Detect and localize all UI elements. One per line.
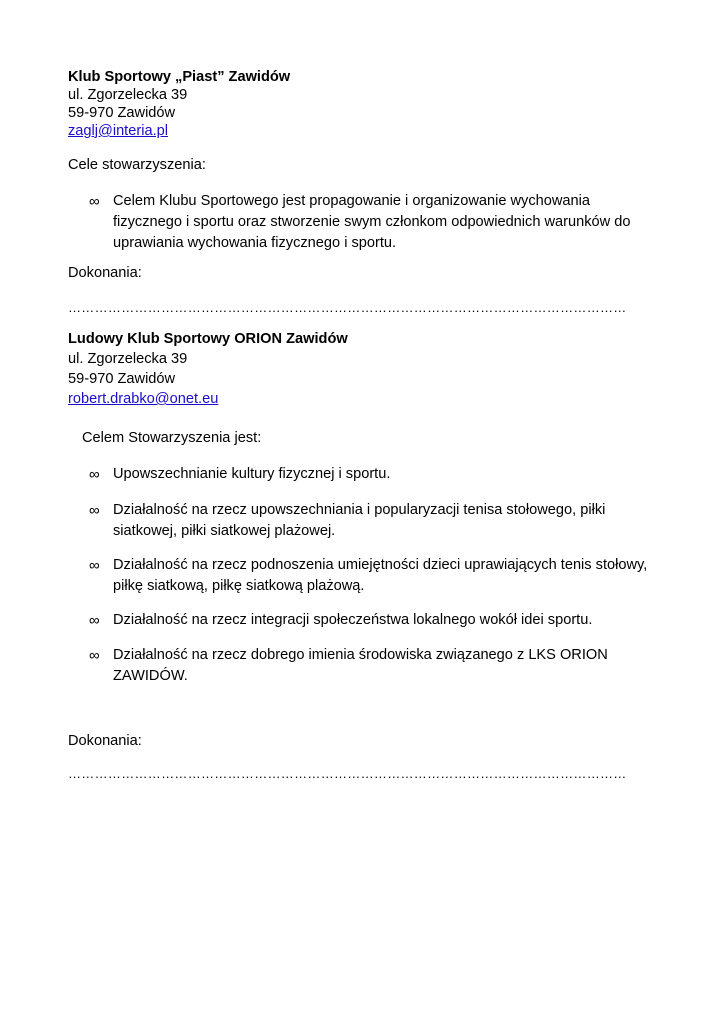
club1-city: 59-970 Zawidów (68, 105, 176, 121)
club1-goals-heading-wrap (68, 156, 668, 174)
infinity-bullet-icon: ∞ (89, 647, 100, 664)
club2-goal-line: Działalność na rzecz upowszechniania i popularyzacji tenisa stołowego, piłki (113, 502, 606, 518)
club2-goal-text (113, 464, 653, 485)
club2-name: Ludowy Klub Sportowy ORION Zawidów (68, 331, 348, 347)
club2-goal-item (89, 610, 669, 632)
infinity-bullet-icon: ∞ (89, 466, 100, 483)
club2-goal-item (89, 500, 669, 544)
club1-dotted-line: ……………………………………………………………………………………………………………… (68, 301, 627, 315)
infinity-bullet-icon: ∞ (89, 557, 100, 574)
club2-goal-text (113, 645, 653, 687)
club2-goal-item (89, 464, 669, 486)
club1-name: Klub Sportowy „Piast” Zawidów (68, 69, 291, 85)
club1-goal-item (89, 191, 669, 255)
club2-goal-line: piłkę siatkową, piłkę siatkową plażową. (113, 578, 365, 594)
club1-email-link[interactable]: zaglj@interia.pl (68, 123, 168, 139)
infinity-bullet-icon: ∞ (89, 502, 100, 519)
club2-goal-item (89, 555, 669, 599)
club1-goal-line: Celem Klubu Sportowego jest propagowanie i organizowanie wychowania (113, 193, 591, 209)
club1-goal-line: fizycznego i sportu oraz stworzenie swym członkom odpowiednich warunków do (113, 214, 631, 230)
club2-achievements-heading: Dokonania: (68, 733, 142, 749)
club2-dotted-line: ……………………………………………………………………………………………………………… (68, 767, 627, 781)
club2-city: 59-970 Zawidów (68, 371, 176, 387)
club2-goal-text (113, 500, 653, 542)
club2-goal-line: ZAWIDÓW. (113, 668, 188, 684)
club2-goal-line: Upowszechnianie kultury fizycznej i sportu. (113, 466, 391, 482)
club2-contact (68, 329, 668, 409)
club1-contact (68, 68, 668, 140)
club2-goal-text (113, 610, 653, 631)
club1-goal-text (113, 191, 653, 254)
club2-goals-heading-wrap (82, 429, 682, 447)
club2-goal-text (113, 555, 653, 597)
club2-street: ul. Zgorzelecka 39 (68, 351, 188, 367)
club2-goals-heading: Celem Stowarzyszenia jest: (82, 430, 262, 446)
club2-goal-line: siatkowej, piłki siatkowej plażowej. (113, 523, 336, 539)
club2-goal-line: Działalność na rzecz integracji społeczeństwa lokalnego wokół idei sportu. (113, 612, 593, 628)
club1-street: ul. Zgorzelecka 39 (68, 87, 188, 103)
club1-goal-line: uprawiania wychowania fizycznego i sportu. (113, 235, 397, 251)
infinity-bullet-icon: ∞ (89, 612, 100, 629)
infinity-bullet-icon: ∞ (89, 193, 100, 210)
club2-goal-line: Działalność na rzecz podnoszenia umiejętności dzieci uprawiających tenis stołowy, (113, 557, 648, 573)
club2-achievements-wrap (68, 732, 668, 750)
club1-achievements-wrap (68, 264, 668, 282)
club1-achievements-heading: Dokonania: (68, 265, 142, 281)
club2-email-link[interactable]: robert.drabko@onet.eu (68, 391, 219, 407)
club2-goal-line: Działalność na rzecz dobrego imienia środowiska związanego z LKS ORION (113, 647, 608, 663)
club1-goals-heading: Cele stowarzyszenia: (68, 157, 206, 173)
club2-goal-item (89, 645, 669, 689)
